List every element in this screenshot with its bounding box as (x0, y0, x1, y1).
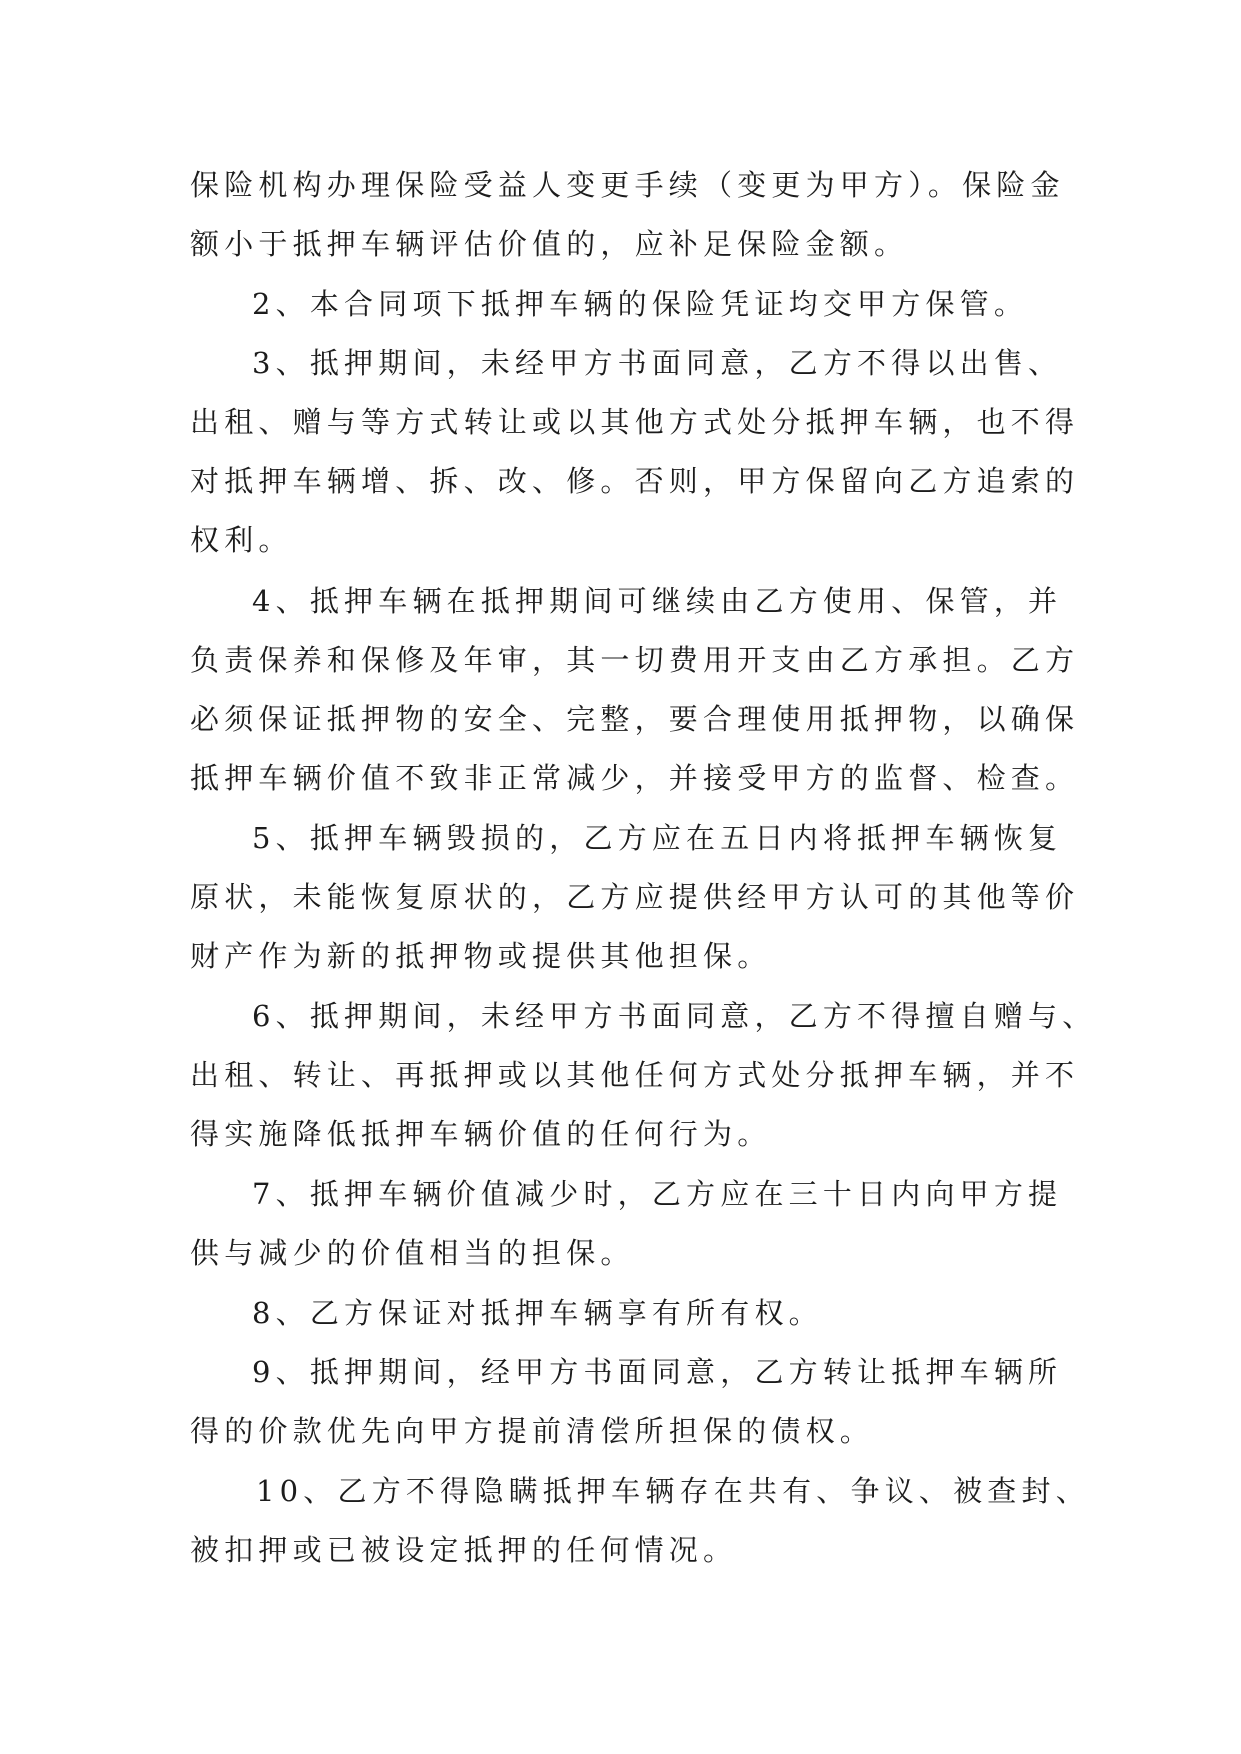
clause-5: 5、抵押车辆毁损的，乙方应在五日内将抵押车辆恢复 (252, 821, 1063, 855)
text-line: 抵押车辆价值不致非正常减少，并接受甲方的监督、检查。 (190, 761, 1080, 795)
text-line: 被扣押或已被设定抵押的任何情况。 (190, 1533, 738, 1567)
clause-3: 3、抵押期间，未经甲方书面同意，乙方不得以出售、 (252, 346, 1063, 380)
text-line: 财产作为新的抵押物或提供其他担保。 (190, 939, 772, 973)
text-line: 供与减少的价值相当的担保。 (190, 1236, 635, 1270)
text-line: 得的价款优先向甲方提前清偿所担保的债权。 (190, 1414, 875, 1448)
clause-10: 10、乙方不得隐瞒抵押车辆存在共有、争议、被查封、 (256, 1474, 1090, 1508)
text-line: 得实施降低抵押车辆价值的任何行为。 (190, 1117, 772, 1151)
clause-7: 7、抵押车辆价值减少时，乙方应在三十日内向甲方提 (252, 1177, 1063, 1211)
text-line: 负责保养和保修及年审，其一切费用开支由乙方承担。乙方 (190, 643, 1080, 677)
text-line: 额小于抵押车辆评估价值的，应补足保险金额。 (190, 227, 909, 261)
clause-4: 4、抵押车辆在抵押期间可继续由乙方使用、保管，并 (252, 584, 1063, 618)
clause-9: 9、抵押期间，经甲方书面同意，乙方转让抵押车辆所 (252, 1355, 1063, 1389)
clause-8: 8、乙方保证对抵押车辆享有所有权。 (252, 1296, 823, 1330)
clause-6: 6、抵押期间，未经甲方书面同意，乙方不得擅自赠与、 (252, 999, 1097, 1033)
text-line: 权利。 (190, 523, 293, 557)
text-line: 对抵押车辆增、拆、改、修。否则，甲方保留向乙方追索的 (190, 464, 1080, 498)
text-line: 保险机构办理保险受益人变更手续（变更为甲方）。保险金 (190, 168, 1065, 202)
text-line: 必须保证抵押物的安全、完整，要合理使用抵押物，以确保 (190, 702, 1080, 736)
text-line: 出租、转让、再抵押或以其他任何方式处分抵押车辆，并不 (190, 1058, 1080, 1092)
text-line: 原状，未能恢复原状的，乙方应提供经甲方认可的其他等价 (190, 880, 1080, 914)
clause-2: 2、本合同项下抵押车辆的保险凭证均交甲方保管。 (252, 287, 1029, 321)
text-line: 出租、赠与等方式转让或以其他方式处分抵押车辆，也不得 (190, 405, 1080, 439)
